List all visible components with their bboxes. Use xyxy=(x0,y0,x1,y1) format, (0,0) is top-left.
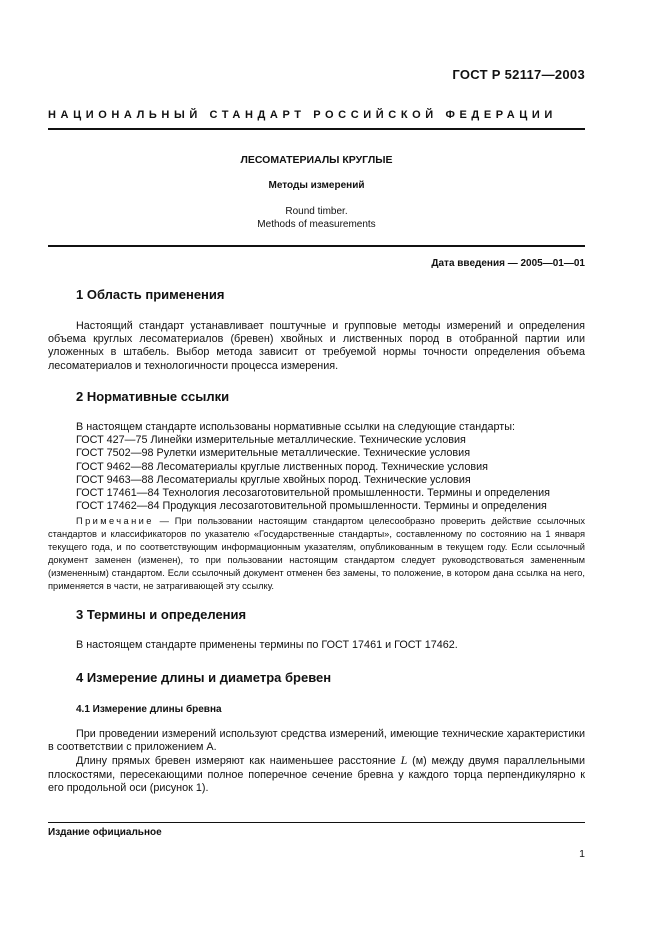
title-rule xyxy=(48,245,585,247)
section-4-1-text xyxy=(48,728,585,795)
references-intro: В настоящем стандарте использованы нормативные ссылки на следующие стандарты: xyxy=(76,421,515,433)
section-1-paragraph: Настоящий стандарт устанавливает поштучные и групповые методы измерений и определения объема круглых лесоматериалов (бревен) хвойных и лиственных пород в отобранной партии или уложенных в штабель. Выбор метода зависит от требуемой нормы точности определения объема лесоматериалов и технологичности процесса измерения. xyxy=(48,320,585,372)
section-1-text xyxy=(48,320,585,373)
section-3-paragraph: В настоящем стандарте применены термины по ГОСТ 17461 и ГОСТ 17462. xyxy=(76,639,458,651)
section-1-heading: 1 Область применения xyxy=(76,287,225,302)
reference-item: ГОСТ 427—75 Линейки измерительные металлические. Технические условия xyxy=(76,434,466,447)
length-variable: L xyxy=(400,753,408,768)
reference-item: ГОСТ 7502—98 Рулетки измерительные металлические. Технические условия xyxy=(76,447,471,460)
section-4-1-paragraph-1: При проведении измерений используют средства измерений, имеющие технические характеристики в соответствии с приложением А. xyxy=(48,728,585,754)
footer-rule xyxy=(48,822,585,823)
references-note xyxy=(48,515,585,593)
national-standard-banner: НАЦИОНАЛЬНЫЙ СТАНДАРТ РОССИЙСКОЙ ФЕДЕРАЦИИ xyxy=(48,109,557,121)
section-4-1-heading: 4.1 Измерение длины бревна xyxy=(76,704,222,715)
english-title xyxy=(48,205,585,231)
document-title: ЛЕСОМАТЕРИАЛЫ КРУГЛЫЕ xyxy=(240,154,393,166)
reference-item: ГОСТ 9463—88 Лесоматериалы круглые хвойных пород. Технические условия xyxy=(76,473,471,486)
section-3-text xyxy=(48,639,585,652)
reference-item: ГОСТ 17462—84 Продукция лесозаготовительной промышленности. Термины и определения xyxy=(76,500,547,513)
section-4-1-paragraph-2: Длину прямых бревен измеряют как наименьшее расстояние L (м) между двумя параллельными плоскостями, пересекающими полное поперечное сечение бревна у каждого торца перпендикулярно к его продольной оси (рисунок 1). xyxy=(48,753,585,794)
references-list xyxy=(76,421,585,513)
section-2-heading: 2 Нормативные ссылки xyxy=(76,389,230,404)
reference-item: ГОСТ 17461—84 Технология лесозаготовительной промышленности. Термины и определения xyxy=(76,487,550,500)
header-rule xyxy=(48,128,585,130)
note-label: Примечание xyxy=(76,516,154,526)
edition-label: Издание официальное xyxy=(48,827,162,838)
note-text: — При пользовании настоящим стандартом целесообразно проверить действие ссылочных стандартов и классификаторов по указателю «Государственные стандарты», составленному по состоянию на 1 января текущего года, и по соответствующим информационным указателям, опубликованным в текущем году. Если ссылочный документ заменен (изменен), то при пользовании настоящим стандартом следует руководствоваться замененным (измененным) стандартом. Если ссылочный документ отменен без замены, то положение, в котором дана ссылка на него, применяется в части, не затрагивающей эту ссылку. xyxy=(48,516,585,591)
intro-date: Дата введения — 2005—01—01 xyxy=(431,258,585,269)
english-title-line1: Round timber. xyxy=(285,206,348,217)
section-4-heading: 4 Измерение длины и диаметра бревен xyxy=(76,670,332,685)
english-title-line2: Methods of measurements xyxy=(257,219,376,230)
page-number: 1 xyxy=(579,848,585,860)
reference-item: ГОСТ 9462—88 Лесоматериалы круглые лиственных пород. Технические условия xyxy=(76,460,488,473)
document-subtitle: Методы измерений xyxy=(268,180,365,191)
gost-number: ГОСТ Р 52117—2003 xyxy=(452,67,585,82)
section-3-heading: 3 Термины и определения xyxy=(76,607,247,622)
